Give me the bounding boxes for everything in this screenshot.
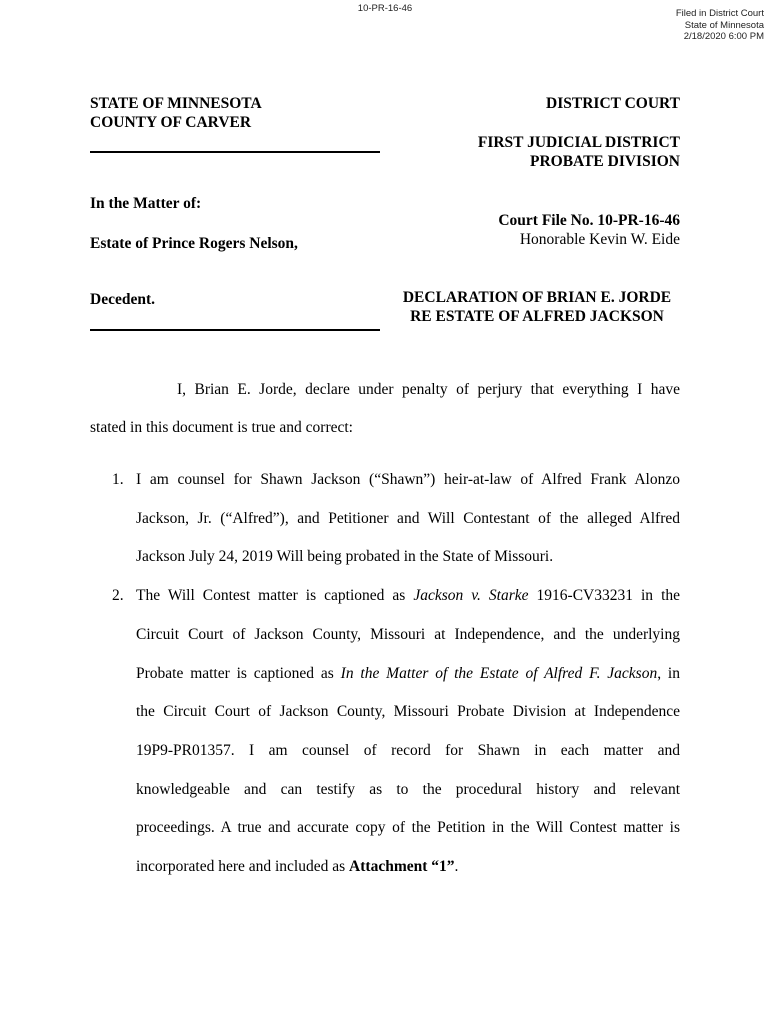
filed-stamp-line: Filed in District Court xyxy=(675,8,764,19)
caption-matter-of: In the Matter of: xyxy=(90,195,202,212)
attachment-reference: Attachment “1” xyxy=(349,858,455,875)
filed-stamp xyxy=(676,8,764,43)
document-title-line-1: DECLARATION OF BRIAN E. JORDE xyxy=(402,289,672,306)
caption-district: FIRST JUDICIAL DISTRICT xyxy=(477,134,680,151)
caption-court-file: Court File No. 10-PR-16-46 xyxy=(498,212,680,229)
item-line: Circuit Court of Jackson County, Missouri at Independence, and the underlying xyxy=(136,626,680,643)
caption-division: PROBATE DIVISION xyxy=(529,153,680,170)
caption-rule-bottom xyxy=(90,329,380,331)
caption-judge: Honorable Kevin W. Eide xyxy=(519,231,680,248)
item-text: , in xyxy=(657,665,680,682)
filed-stamp-line: State of Minnesota xyxy=(684,19,764,31)
caption-court: DISTRICT COURT xyxy=(546,95,680,112)
item-text: . xyxy=(454,858,459,875)
caption-rule-top xyxy=(90,151,380,153)
item-text: 1916-CV33231 in the xyxy=(528,587,681,604)
item-line: 19P9-PR01357. I am counsel of record for Shawn in each matter and xyxy=(136,742,680,759)
top-file-number: 10-PR-16-46 xyxy=(357,3,413,14)
item-number: 2. xyxy=(112,587,124,604)
item-text: Probate matter is captioned as xyxy=(136,665,341,682)
item-line: proceedings. A true and accurate copy of the Petition in the Will Contest matter is xyxy=(136,819,680,836)
item-line: the Circuit Court of Jackson County, Missouri Probate Division at Independence xyxy=(136,703,680,720)
case-caption-italic: Jackson v. Starke xyxy=(413,587,529,604)
item-line xyxy=(136,664,680,683)
item-line: knowledgeable and can testify as to the procedural history and relevant xyxy=(136,781,680,798)
caption-decedent: Decedent. xyxy=(90,291,155,308)
item-line xyxy=(136,857,680,876)
item-line: I am counsel for Shawn Jackson (“Shawn”) heir-at-law of Alfred Frank Alonzo xyxy=(136,471,680,488)
item-line: Jackson July 24, 2019 Will being probated in the State of Missouri. xyxy=(136,548,554,565)
case-caption-italic: In the Matter of the Estate of Alfred F. Jackson xyxy=(340,665,658,682)
item-line: Jackson, Jr. (“Alfred”), and Petitioner and Will Contestant of the alleged Alfred xyxy=(136,510,680,527)
item-text: incorporated here and included as xyxy=(136,858,350,875)
filed-stamp-line: 2/18/2020 6:00 PM xyxy=(683,31,764,42)
intro-line: I, Brian E. Jorde, declare under penalty of perjury that everything I have xyxy=(177,381,680,398)
item-text: The Will Contest matter is captioned as xyxy=(136,587,414,604)
caption-county: COUNTY OF CARVER xyxy=(90,114,252,131)
caption-estate: Estate of Prince Rogers Nelson, xyxy=(90,235,298,252)
item-number: 1. xyxy=(112,471,124,488)
intro-line: stated in this document is true and correct: xyxy=(90,419,353,436)
item-line xyxy=(136,586,680,605)
document-title-line-2: RE ESTATE OF ALFRED JACKSON xyxy=(410,308,664,325)
caption-state: STATE OF MINNESOTA xyxy=(90,95,262,112)
